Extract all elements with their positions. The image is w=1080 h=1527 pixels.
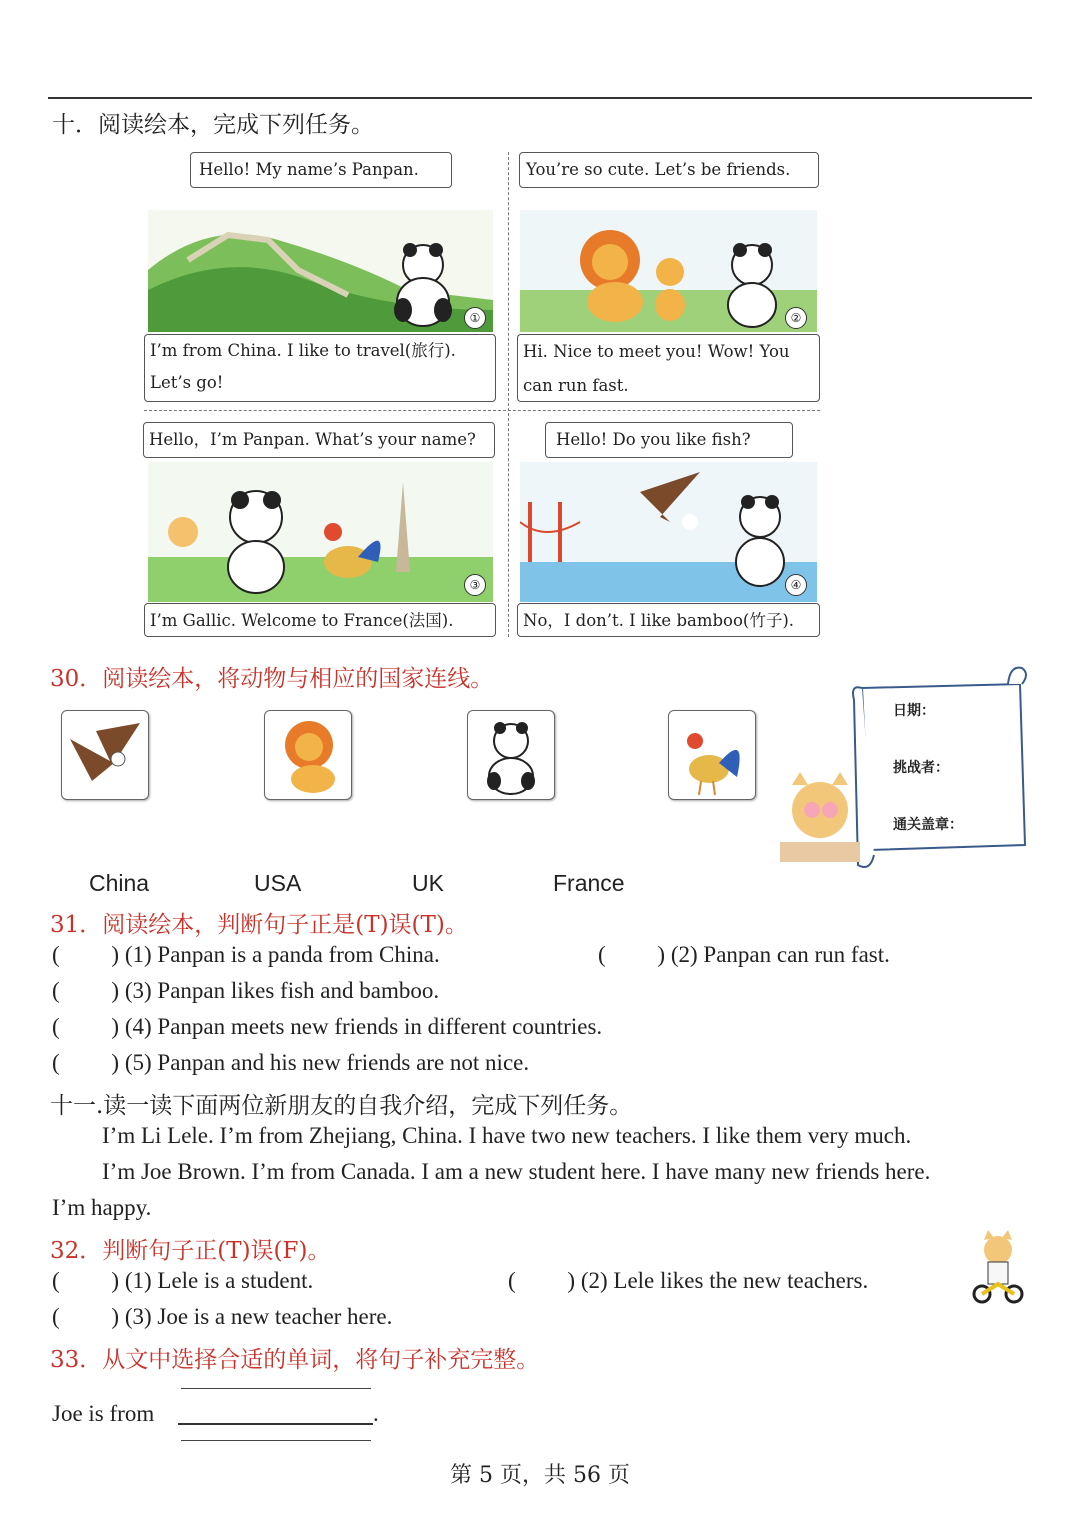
answer-line-top: [181, 1388, 371, 1389]
card-date-label: 日期：: [893, 703, 935, 719]
country-france[interactable]: France: [553, 870, 625, 896]
comic-divider-vertical: [508, 152, 509, 637]
answer-paren[interactable]: ( ): [52, 978, 120, 1003]
question-31-heading: 31．阅读绘本，判断句子正是(T)误(T)。: [50, 912, 468, 938]
statement-text: (3) Joe is a new teacher here.: [124, 1304, 393, 1329]
q31-item-2: [598, 942, 890, 968]
question-30-heading: 30．阅读绘本，将动物与相应的国家连线。: [50, 666, 494, 692]
panel-caption: [144, 603, 496, 637]
comic-panel-4: [520, 462, 817, 602]
q32-item-2: [508, 1268, 868, 1294]
panel-number: ④: [785, 574, 807, 596]
caption-line: I’m from China. I like to travel(旅行).: [150, 341, 456, 360]
reading-paragraph-2: I’m Joe Brown. I’m from Canada. I am a new student here. I have many new friends here.: [102, 1159, 931, 1184]
reading-paragraph-2-cont: I’m happy.: [52, 1195, 152, 1220]
statement-text: (2) Lele likes the new teachers.: [580, 1268, 869, 1293]
rooster-icon: [669, 711, 755, 799]
statement-text: (1) Lele is a student.: [124, 1268, 314, 1293]
answer-blank[interactable]: [178, 1423, 373, 1425]
speech-bubble: Hello，I’m Panpan. What’s your name?: [143, 422, 495, 458]
sentence-period: .: [373, 1401, 379, 1426]
caption-line: can run fast.: [523, 376, 629, 395]
eagle-bridge-scene-illustration: [520, 462, 817, 602]
panel-caption: [144, 334, 496, 402]
answer-paren[interactable]: ( ): [52, 942, 120, 967]
great-wall-scene-illustration: [148, 210, 493, 332]
rooster-picture-box[interactable]: [668, 710, 756, 800]
panel-caption: [517, 334, 820, 402]
panel-number: ②: [785, 307, 807, 329]
statement-text: (5) Panpan and his new friends are not nice.: [124, 1050, 530, 1075]
cat-bike-illustration: [968, 1228, 1026, 1306]
comic-panel-1: [148, 210, 493, 332]
answer-paren[interactable]: ( ): [52, 1304, 120, 1329]
card-challenger-label: 挑战者：: [893, 760, 949, 776]
q31-item-1: [52, 942, 440, 968]
lion-icon: [265, 711, 351, 799]
answer-paren[interactable]: ( ): [52, 1050, 120, 1075]
answer-line-bottom: [181, 1440, 371, 1441]
panel-number: ③: [464, 574, 486, 596]
q31-item-5: [52, 1050, 529, 1076]
section-10-heading: 十．阅读绘本，完成下列任务。: [52, 112, 374, 138]
caption-line: Let’s go!: [150, 373, 224, 392]
france-scene-illustration: [148, 462, 493, 602]
lion-panda-scene-illustration: [520, 210, 817, 332]
answer-paren[interactable]: ( ): [598, 942, 666, 967]
speech-bubble: Hello! Do you like fish?: [545, 422, 793, 458]
caption-line: I’m Gallic. Welcome to France(法国).: [150, 611, 454, 630]
panel-caption: [517, 603, 820, 637]
panel-number: ①: [464, 307, 486, 329]
comic-panel-3: [148, 462, 493, 602]
country-china[interactable]: China: [89, 870, 150, 896]
lion-picture-box[interactable]: [264, 710, 352, 800]
top-rule: [48, 97, 1032, 99]
q31-item-3: [52, 978, 439, 1004]
answer-paren[interactable]: ( ): [52, 1014, 120, 1039]
speech-bubble: Hello! My name’s Panpan.: [190, 152, 452, 188]
eagle-icon: [62, 711, 148, 799]
reading-paragraph-1: I’m Li Lele. I’m from Zhejiang, China. I have two new teachers. I like them very much.: [102, 1123, 912, 1148]
speech-bubble: You’re so cute. Let’s be friends.: [519, 152, 819, 188]
comic-panel-2: [520, 210, 817, 332]
eagle-picture-box[interactable]: [61, 710, 149, 800]
q31-item-4: [52, 1014, 602, 1040]
q32-item-1: [52, 1268, 313, 1294]
statement-text: (4) Panpan meets new friends in different countries.: [124, 1014, 603, 1039]
question-33-heading: 33．从文中选择合适的单词，将句子补充完整。: [50, 1347, 540, 1373]
section-11-heading: 十一.读一读下面两位新朋友的自我介绍，完成下列任务。: [50, 1093, 633, 1119]
page-footer: 第 5 页，共 56 页: [450, 1463, 630, 1488]
panda-icon: [468, 711, 554, 799]
fill-sentence: Joe is from: [52, 1401, 155, 1426]
panda-picture-box[interactable]: [467, 710, 555, 800]
statement-text: (1) Panpan is a panda from China.: [124, 942, 440, 967]
country-uk[interactable]: UK: [412, 870, 444, 896]
answer-paren[interactable]: ( ): [508, 1268, 576, 1293]
answer-paren[interactable]: ( ): [52, 1268, 120, 1293]
caption-line: Hi. Nice to meet you! Wow! You: [523, 342, 790, 361]
comic-divider-horizontal: [144, 410, 820, 411]
question-32-heading: 32．判断句子正(T)误(F)。: [50, 1238, 331, 1264]
caption-line: No，I don’t. I like bamboo(竹子).: [523, 611, 795, 630]
card-stamp-label: 通关盖章：: [893, 817, 963, 833]
statement-text: (2) Panpan can run fast.: [670, 942, 890, 967]
q32-item-3: [52, 1304, 392, 1330]
statement-text: (3) Panpan likes fish and bamboo.: [124, 978, 440, 1003]
country-usa[interactable]: USA: [254, 870, 302, 896]
